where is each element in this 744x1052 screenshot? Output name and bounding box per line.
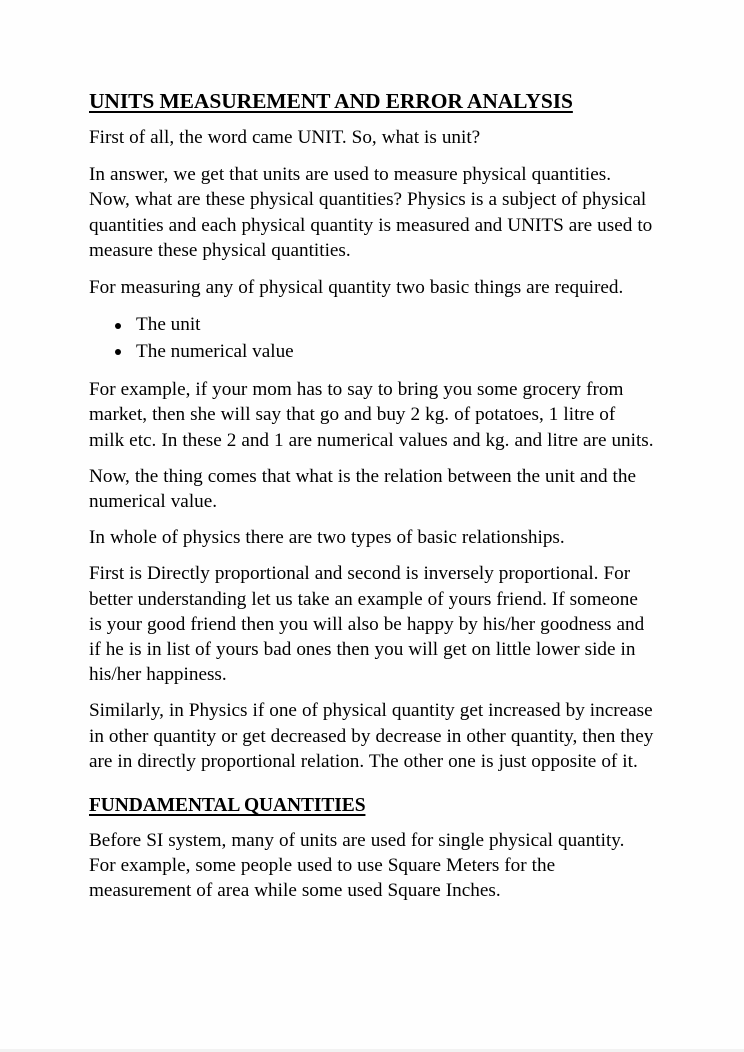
basic-things-list [89, 312, 655, 365]
bullet-icon [115, 349, 121, 355]
list-item [89, 312, 655, 339]
paragraph-friend-analogy: First is Directly proportional and second is inversely proportional. For better understanding let us take an example of yours friend. If someone is your good friend then you will also be happy by his/her goodness and if he is in list of yours bad ones then you will get on little lower side in his/her happiness. [89, 563, 645, 686]
section-heading-text: FUNDAMENTAL QUANTITIES [89, 795, 366, 817]
document-title-text: UNITS MEASUREMENT AND ERROR ANALYSIS [89, 89, 573, 113]
paragraph-proportional-relation: Similarly, in Physics if one of physical quantity get increased by increase in other quantity or get decreased by decrease in other quantity, then they are in directly proportional relation. The other one is just opposite of it. [89, 700, 654, 772]
paragraph-intro-question: First of all, the word came UNIT. So, what is unit? [89, 127, 481, 148]
paragraph-units-definition: In answer, we get that units are used to measure physical quantities. Now, what are these physical quantities? Physics is a subject of physical quantities and each physical quantity is measured and UNITS are used to measure these physical quantities. [89, 164, 653, 261]
list-item-label: The numerical value [136, 340, 294, 362]
paragraph-two-relationships: In whole of physics there are two types of basic relationships. [89, 527, 565, 549]
paragraph-unit-value-relation: Now, the thing comes that what is the relation between the unit and the numerical value. [89, 465, 636, 513]
list-item [89, 339, 655, 366]
section-heading-fundamental-quantities [89, 793, 655, 818]
bullet-icon [115, 323, 121, 329]
paragraph-grocery-example: For example, if your mom has to say to bring you some grocery from market, then she will say that go and buy 2 kg. of potatoes, 1 litre of milk etc. In these 2 and 1 are numerical values and kg. and litre are units. [89, 379, 654, 451]
paragraph-si-system: Before SI system, many of units are used for single physical quantity. For example, some people used to use Square Meters for the measurement of area while some used Square Inches. [89, 830, 625, 902]
paragraph-two-basic-things: For measuring any of physical quantity two basic things are required. [89, 277, 624, 299]
document-title [89, 88, 655, 114]
list-item-label: The unit [136, 314, 201, 336]
